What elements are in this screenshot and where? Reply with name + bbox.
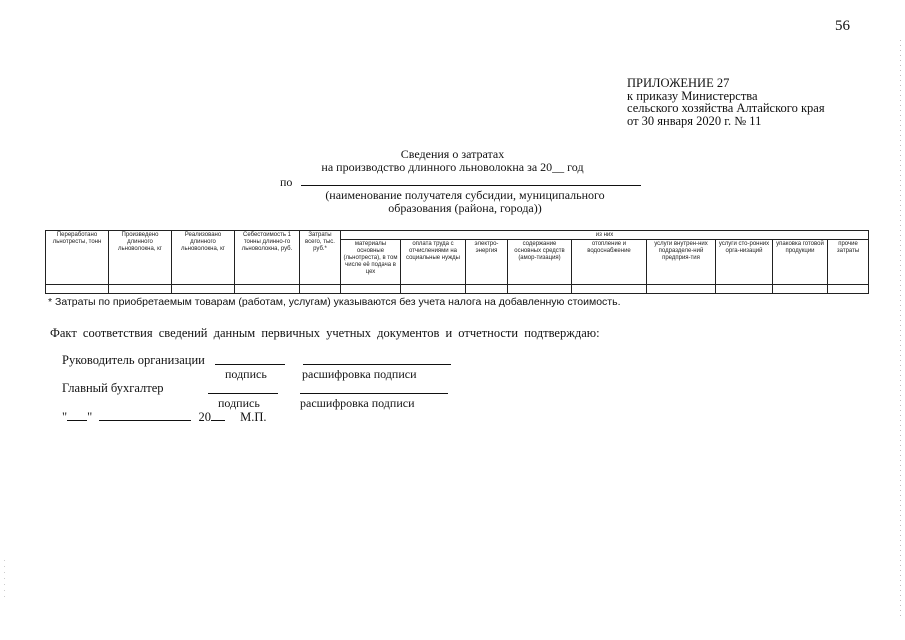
header-sold-fiber: Реализовано длинного льноволокна, кг: [172, 231, 235, 285]
table-cell[interactable]: [172, 285, 235, 294]
scan-edge-marks: [900, 40, 901, 620]
recipient-field[interactable]: [301, 175, 641, 186]
subheader-internal-services: услуги внутрен-них подразделе-ний предприя-тия: [647, 240, 716, 285]
header-of-which: из них: [341, 231, 869, 240]
head-decode-caption: расшифровка подписи: [302, 367, 417, 381]
date-quote-open: ": [62, 410, 68, 424]
subheader-external-services: услуги сто-ронних орга-низаций: [716, 240, 773, 285]
accountant-signature-label: Главный бухгалтер: [62, 381, 164, 395]
head-decode-field[interactable]: [303, 352, 451, 365]
table-cell[interactable]: [401, 285, 466, 294]
accountant-signature-caption: подпись: [218, 396, 260, 410]
year-prefix: 20: [198, 410, 211, 424]
document-title: [0, 148, 905, 174]
title-line: на производство длинного льноволокна за 20__ год: [321, 160, 584, 174]
annex-line: сельского хозяйства Алтайского края: [627, 101, 825, 115]
year-field[interactable]: [211, 410, 225, 421]
confirmation-text: Факт соответствия сведений данным первичных учетных документов и отчетности подтверждаю:: [50, 326, 600, 340]
table-cell[interactable]: [716, 285, 773, 294]
head-signature-field[interactable]: [215, 352, 285, 365]
date-line: [62, 410, 267, 425]
table-cell[interactable]: [109, 285, 172, 294]
hint-line: образования (района, города)): [388, 201, 542, 215]
table-cell[interactable]: [647, 285, 716, 294]
recipient-hint: [300, 189, 630, 215]
table-cell[interactable]: [466, 285, 508, 294]
accountant-decode-caption: расшифровка подписи: [300, 396, 415, 410]
table-cell[interactable]: [235, 285, 300, 294]
date-quote-close: ": [87, 410, 93, 424]
subheader-electricity: электро-энергия: [466, 240, 508, 285]
table-cell[interactable]: [508, 285, 572, 294]
subheader-depreciation: содержание основных средств (амор-тизация): [508, 240, 572, 285]
month-field[interactable]: [99, 410, 191, 421]
table-cell[interactable]: [341, 285, 401, 294]
accountant-decode-field[interactable]: [300, 381, 448, 394]
day-field[interactable]: [67, 410, 87, 421]
header-unit-cost: Себестоимость 1 тонны длинно-го льноволокна, руб.: [235, 231, 300, 285]
cost-table: [45, 230, 869, 294]
annex-header: [627, 77, 825, 127]
header-processed-flax: Переработано льнотресты, тонн: [46, 231, 109, 285]
annex-line: от 30 января 2020 г. № 11: [627, 113, 762, 128]
accountant-signature-field[interactable]: [208, 381, 278, 394]
subheader-labor: оплата труда с отчислениями на социальные нужды: [401, 240, 466, 285]
table-cell[interactable]: [773, 285, 828, 294]
scan-edge-marks-left: [4, 560, 5, 600]
head-signature-caption: подпись: [225, 367, 267, 381]
annex-line: к приказу Министерства: [627, 88, 758, 103]
table-cell[interactable]: [300, 285, 341, 294]
table-cell[interactable]: [828, 285, 869, 294]
page-number: 56: [835, 18, 850, 34]
head-signature-label: Руководитель организации: [62, 353, 205, 367]
table-cell[interactable]: [572, 285, 647, 294]
table-cell[interactable]: [46, 285, 109, 294]
table-row: [46, 285, 869, 294]
header-produced-fiber: Произведено длинного льноволокна, кг: [109, 231, 172, 285]
subheader-other-costs: прочие затраты: [828, 240, 869, 285]
hint-line: (наименование получателя субсидии, муниципального: [325, 188, 605, 202]
subheader-heating: отопление и водоснабжение: [572, 240, 647, 285]
stamp-label: М.П.: [240, 410, 267, 424]
recipient-prefix: по: [280, 175, 293, 189]
title-line: Сведения о затратах: [400, 147, 505, 161]
subheader-materials: материалы основные (льнотреста), в том числе её подача в цех: [341, 240, 401, 285]
header-total-costs: Затраты всего, тыс. руб.*: [300, 231, 341, 285]
footnote: * Затраты по приобретаемым товарам (работам, услугам) указываются без учета налога на добавленную стоимость.: [48, 296, 621, 308]
subheader-packaging: упаковка готовой продукции: [773, 240, 828, 285]
annex-line: ПРИЛОЖЕНИЕ 27: [627, 76, 730, 90]
